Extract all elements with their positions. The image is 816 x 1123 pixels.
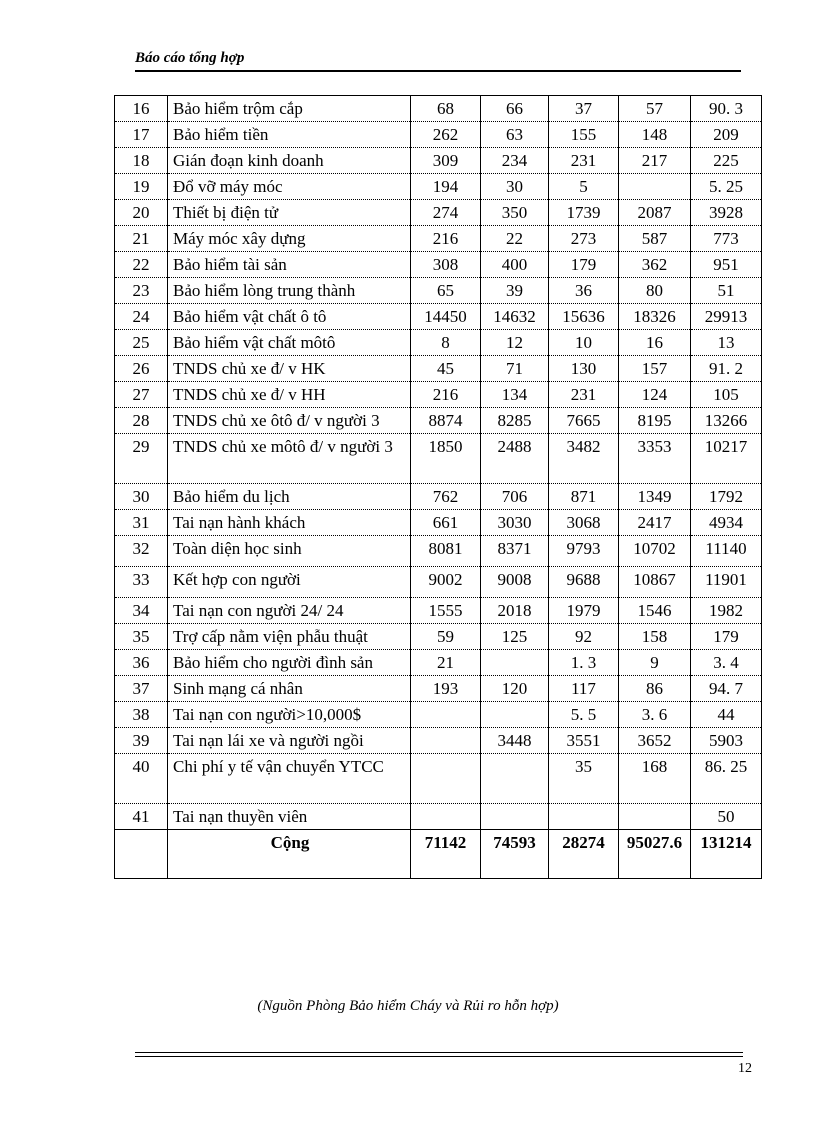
value-cell-v5: 1982 bbox=[691, 598, 762, 624]
row-number: 22 bbox=[115, 252, 168, 278]
value-cell-v1 bbox=[411, 702, 481, 728]
insurance-type: Bảo hiểm tài sản bbox=[168, 252, 411, 278]
insurance-type: Kết hợp con người bbox=[168, 567, 411, 598]
total-value-v2: 74593 bbox=[481, 830, 549, 879]
value-cell-v1: 1555 bbox=[411, 598, 481, 624]
insurance-type: Bảo hiểm tiền bbox=[168, 122, 411, 148]
table-row bbox=[115, 356, 762, 382]
insurance-type: Sinh mạng cá nhân bbox=[168, 676, 411, 702]
value-cell-v5: 86. 25 bbox=[691, 754, 762, 804]
value-cell-v4: 9 bbox=[619, 650, 691, 676]
insurance-type: Tai nạn hành khách bbox=[168, 510, 411, 536]
table-row bbox=[115, 304, 762, 330]
insurance-type: Chi phí y tế vận chuyển YTCC bbox=[168, 754, 411, 804]
total-row bbox=[115, 830, 762, 879]
value-cell-v1: 762 bbox=[411, 484, 481, 510]
value-cell-v3: 179 bbox=[549, 252, 619, 278]
value-cell-v5: 4934 bbox=[691, 510, 762, 536]
insurance-type: TNDS chủ xe đ/ v HH bbox=[168, 382, 411, 408]
value-cell-v3: 231 bbox=[549, 382, 619, 408]
value-cell-v2: 350 bbox=[481, 200, 549, 226]
source-note: (Nguồn Phòng Bảo hiểm Cháy và Rủi ro hỗn hợp) bbox=[257, 998, 559, 1014]
value-cell-v1: 216 bbox=[411, 226, 481, 252]
value-cell-v4: 157 bbox=[619, 356, 691, 382]
row-number: 35 bbox=[115, 624, 168, 650]
value-cell-v2 bbox=[481, 702, 549, 728]
value-cell-v3: 3482 bbox=[549, 434, 619, 484]
value-cell-v4 bbox=[619, 804, 691, 830]
value-cell-v5: 773 bbox=[691, 226, 762, 252]
insurance-type: Toàn diện học sinh bbox=[168, 536, 411, 567]
value-cell-v3: 9793 bbox=[549, 536, 619, 567]
value-cell-v4: 1349 bbox=[619, 484, 691, 510]
table-row bbox=[115, 702, 762, 728]
value-cell-v3: 273 bbox=[549, 226, 619, 252]
table-row bbox=[115, 484, 762, 510]
row-number: 34 bbox=[115, 598, 168, 624]
value-cell-v5: 13266 bbox=[691, 408, 762, 434]
total-row-number bbox=[115, 830, 168, 879]
value-cell-v3: 871 bbox=[549, 484, 619, 510]
value-cell-v2: 39 bbox=[481, 278, 549, 304]
value-cell-v3: 10 bbox=[549, 330, 619, 356]
table-row bbox=[115, 226, 762, 252]
footer-divider-top bbox=[135, 1052, 743, 1053]
row-number: 26 bbox=[115, 356, 168, 382]
table-row bbox=[115, 754, 762, 804]
value-cell-v2: 400 bbox=[481, 252, 549, 278]
table-row bbox=[115, 434, 762, 484]
row-number: 37 bbox=[115, 676, 168, 702]
value-cell-v4: 8195 bbox=[619, 408, 691, 434]
value-cell-v2: 63 bbox=[481, 122, 549, 148]
row-number: 21 bbox=[115, 226, 168, 252]
value-cell-v5: 10217 bbox=[691, 434, 762, 484]
value-cell-v4: 1546 bbox=[619, 598, 691, 624]
value-cell-v2: 2018 bbox=[481, 598, 549, 624]
table-row bbox=[115, 676, 762, 702]
insurance-type: Tai nạn con người>10,000$ bbox=[168, 702, 411, 728]
value-cell-v2: 120 bbox=[481, 676, 549, 702]
value-cell-v3 bbox=[549, 804, 619, 830]
value-cell-v4: 86 bbox=[619, 676, 691, 702]
table-row bbox=[115, 382, 762, 408]
table-row bbox=[115, 536, 762, 567]
row-number: 29 bbox=[115, 434, 168, 484]
row-number: 16 bbox=[115, 96, 168, 122]
value-cell-v3: 15636 bbox=[549, 304, 619, 330]
insurance-type: TNDS chủ xe đ/ v HK bbox=[168, 356, 411, 382]
insurance-type: Đổ vỡ máy móc bbox=[168, 174, 411, 200]
value-cell-v3: 92 bbox=[549, 624, 619, 650]
value-cell-v1: 45 bbox=[411, 356, 481, 382]
row-number: 39 bbox=[115, 728, 168, 754]
value-cell-v1: 216 bbox=[411, 382, 481, 408]
value-cell-v2: 14632 bbox=[481, 304, 549, 330]
row-number: 40 bbox=[115, 754, 168, 804]
insurance-type: Bảo hiểm cho người đình sản bbox=[168, 650, 411, 676]
value-cell-v5: 94. 7 bbox=[691, 676, 762, 702]
table-row bbox=[115, 96, 762, 122]
total-value-v1: 71142 bbox=[411, 830, 481, 879]
row-number: 17 bbox=[115, 122, 168, 148]
value-cell-v5: 11140 bbox=[691, 536, 762, 567]
value-cell-v3: 7665 bbox=[549, 408, 619, 434]
value-cell-v2 bbox=[481, 754, 549, 804]
insurance-type: Bảo hiểm du lịch bbox=[168, 484, 411, 510]
value-cell-v1: 661 bbox=[411, 510, 481, 536]
insurance-type: Gián đoạn kinh doanh bbox=[168, 148, 411, 174]
value-cell-v5: 5903 bbox=[691, 728, 762, 754]
value-cell-v5: 11901 bbox=[691, 567, 762, 598]
value-cell-v3: 3551 bbox=[549, 728, 619, 754]
insurance-type: Bảo hiểm vật chất môtô bbox=[168, 330, 411, 356]
row-number: 38 bbox=[115, 702, 168, 728]
table-row bbox=[115, 330, 762, 356]
table-row bbox=[115, 174, 762, 200]
value-cell-v1: 262 bbox=[411, 122, 481, 148]
value-cell-v4: 3. 6 bbox=[619, 702, 691, 728]
value-cell-v2: 2488 bbox=[481, 434, 549, 484]
value-cell-v3: 130 bbox=[549, 356, 619, 382]
value-cell-v2: 66 bbox=[481, 96, 549, 122]
row-number: 41 bbox=[115, 804, 168, 830]
table-row bbox=[115, 510, 762, 536]
value-cell-v2: 30 bbox=[481, 174, 549, 200]
value-cell-v5: 3. 4 bbox=[691, 650, 762, 676]
value-cell-v3: 1979 bbox=[549, 598, 619, 624]
insurance-type: Tai nạn con người 24/ 24 bbox=[168, 598, 411, 624]
value-cell-v5: 51 bbox=[691, 278, 762, 304]
value-cell-v2 bbox=[481, 650, 549, 676]
value-cell-v3: 5. 5 bbox=[549, 702, 619, 728]
value-cell-v5: 91. 2 bbox=[691, 356, 762, 382]
value-cell-v3: 117 bbox=[549, 676, 619, 702]
value-cell-v5: 179 bbox=[691, 624, 762, 650]
table-row bbox=[115, 278, 762, 304]
value-cell-v5: 13 bbox=[691, 330, 762, 356]
value-cell-v1: 9002 bbox=[411, 567, 481, 598]
table-row bbox=[115, 408, 762, 434]
value-cell-v4: 10702 bbox=[619, 536, 691, 567]
value-cell-v2: 706 bbox=[481, 484, 549, 510]
value-cell-v1: 8081 bbox=[411, 536, 481, 567]
value-cell-v1: 8 bbox=[411, 330, 481, 356]
value-cell-v1: 65 bbox=[411, 278, 481, 304]
row-number: 23 bbox=[115, 278, 168, 304]
value-cell-v3: 35 bbox=[549, 754, 619, 804]
table-row bbox=[115, 804, 762, 830]
value-cell-v1 bbox=[411, 804, 481, 830]
row-number: 36 bbox=[115, 650, 168, 676]
value-cell-v2: 71 bbox=[481, 356, 549, 382]
insurance-statistics-table bbox=[114, 95, 762, 879]
value-cell-v3: 37 bbox=[549, 96, 619, 122]
value-cell-v3: 155 bbox=[549, 122, 619, 148]
value-cell-v4: 10867 bbox=[619, 567, 691, 598]
value-cell-v4: 148 bbox=[619, 122, 691, 148]
insurance-type: Bảo hiểm lòng trung thành bbox=[168, 278, 411, 304]
total-value-v3: 28274 bbox=[549, 830, 619, 879]
row-number: 28 bbox=[115, 408, 168, 434]
document-header-title: Báo cáo tổng hợp bbox=[135, 50, 245, 66]
value-cell-v4: 18326 bbox=[619, 304, 691, 330]
insurance-type: Máy móc xây dựng bbox=[168, 226, 411, 252]
value-cell-v4: 57 bbox=[619, 96, 691, 122]
value-cell-v2: 125 bbox=[481, 624, 549, 650]
value-cell-v1: 8874 bbox=[411, 408, 481, 434]
value-cell-v5: 209 bbox=[691, 122, 762, 148]
value-cell-v1: 308 bbox=[411, 252, 481, 278]
value-cell-v4: 587 bbox=[619, 226, 691, 252]
value-cell-v3: 36 bbox=[549, 278, 619, 304]
value-cell-v3: 1739 bbox=[549, 200, 619, 226]
total-label: Cộng bbox=[168, 830, 411, 879]
value-cell-v5: 29913 bbox=[691, 304, 762, 330]
row-number: 20 bbox=[115, 200, 168, 226]
table-row bbox=[115, 728, 762, 754]
value-cell-v3: 1. 3 bbox=[549, 650, 619, 676]
value-cell-v4: 2087 bbox=[619, 200, 691, 226]
value-cell-v4: 3652 bbox=[619, 728, 691, 754]
value-cell-v3: 9688 bbox=[549, 567, 619, 598]
insurance-type: TNDS chủ xe môtô đ/ v người 3 bbox=[168, 434, 411, 484]
value-cell-v4: 168 bbox=[619, 754, 691, 804]
value-cell-v1: 21 bbox=[411, 650, 481, 676]
value-cell-v5: 951 bbox=[691, 252, 762, 278]
footer-divider-bottom bbox=[135, 1056, 743, 1057]
total-value-v4: 95027.6 bbox=[619, 830, 691, 879]
value-cell-v4: 158 bbox=[619, 624, 691, 650]
value-cell-v5: 1792 bbox=[691, 484, 762, 510]
value-cell-v1: 14450 bbox=[411, 304, 481, 330]
value-cell-v2: 134 bbox=[481, 382, 549, 408]
insurance-type: Bảo hiểm vật chất ô tô bbox=[168, 304, 411, 330]
value-cell-v1 bbox=[411, 754, 481, 804]
row-number: 18 bbox=[115, 148, 168, 174]
row-number: 25 bbox=[115, 330, 168, 356]
value-cell-v3: 3068 bbox=[549, 510, 619, 536]
value-cell-v3: 231 bbox=[549, 148, 619, 174]
row-number: 33 bbox=[115, 567, 168, 598]
value-cell-v2: 12 bbox=[481, 330, 549, 356]
row-number: 32 bbox=[115, 536, 168, 567]
table-row bbox=[115, 650, 762, 676]
table-row bbox=[115, 624, 762, 650]
value-cell-v3: 5 bbox=[549, 174, 619, 200]
table-row bbox=[115, 200, 762, 226]
value-cell-v2: 8285 bbox=[481, 408, 549, 434]
value-cell-v5: 3928 bbox=[691, 200, 762, 226]
insurance-type: Trợ cấp nằm viện phẫu thuật bbox=[168, 624, 411, 650]
value-cell-v4: 16 bbox=[619, 330, 691, 356]
value-cell-v4: 217 bbox=[619, 148, 691, 174]
value-cell-v2: 8371 bbox=[481, 536, 549, 567]
total-value-v5: 131214 bbox=[691, 830, 762, 879]
insurance-type: Tai nạn thuyền viên bbox=[168, 804, 411, 830]
value-cell-v2: 234 bbox=[481, 148, 549, 174]
value-cell-v5: 225 bbox=[691, 148, 762, 174]
value-cell-v1: 193 bbox=[411, 676, 481, 702]
value-cell-v2 bbox=[481, 804, 549, 830]
page-number: 12 bbox=[738, 1061, 752, 1076]
table-row bbox=[115, 598, 762, 624]
value-cell-v2: 9008 bbox=[481, 567, 549, 598]
value-cell-v4: 362 bbox=[619, 252, 691, 278]
value-cell-v5: 5. 25 bbox=[691, 174, 762, 200]
value-cell-v5: 50 bbox=[691, 804, 762, 830]
row-number: 31 bbox=[115, 510, 168, 536]
insurance-type: TNDS chủ xe ôtô đ/ v người 3 bbox=[168, 408, 411, 434]
table-row bbox=[115, 252, 762, 278]
row-number: 24 bbox=[115, 304, 168, 330]
value-cell-v1 bbox=[411, 728, 481, 754]
value-cell-v2: 3030 bbox=[481, 510, 549, 536]
row-number: 27 bbox=[115, 382, 168, 408]
value-cell-v1: 1850 bbox=[411, 434, 481, 484]
value-cell-v1: 194 bbox=[411, 174, 481, 200]
value-cell-v1: 274 bbox=[411, 200, 481, 226]
insurance-type: Tai nạn lái xe và người ngồi bbox=[168, 728, 411, 754]
value-cell-v4: 124 bbox=[619, 382, 691, 408]
header-divider bbox=[135, 70, 741, 72]
value-cell-v5: 90. 3 bbox=[691, 96, 762, 122]
value-cell-v5: 105 bbox=[691, 382, 762, 408]
value-cell-v1: 309 bbox=[411, 148, 481, 174]
table-row bbox=[115, 122, 762, 148]
row-number: 19 bbox=[115, 174, 168, 200]
insurance-type: Thiết bị điện tử bbox=[168, 200, 411, 226]
value-cell-v2: 3448 bbox=[481, 728, 549, 754]
value-cell-v1: 59 bbox=[411, 624, 481, 650]
insurance-type: Bảo hiểm trộm cắp bbox=[168, 96, 411, 122]
value-cell-v4 bbox=[619, 174, 691, 200]
value-cell-v4: 80 bbox=[619, 278, 691, 304]
table-row bbox=[115, 148, 762, 174]
table-row bbox=[115, 567, 762, 598]
value-cell-v1: 68 bbox=[411, 96, 481, 122]
value-cell-v4: 2417 bbox=[619, 510, 691, 536]
table-body bbox=[115, 96, 762, 879]
value-cell-v5: 44 bbox=[691, 702, 762, 728]
value-cell-v2: 22 bbox=[481, 226, 549, 252]
value-cell-v4: 3353 bbox=[619, 434, 691, 484]
row-number: 30 bbox=[115, 484, 168, 510]
